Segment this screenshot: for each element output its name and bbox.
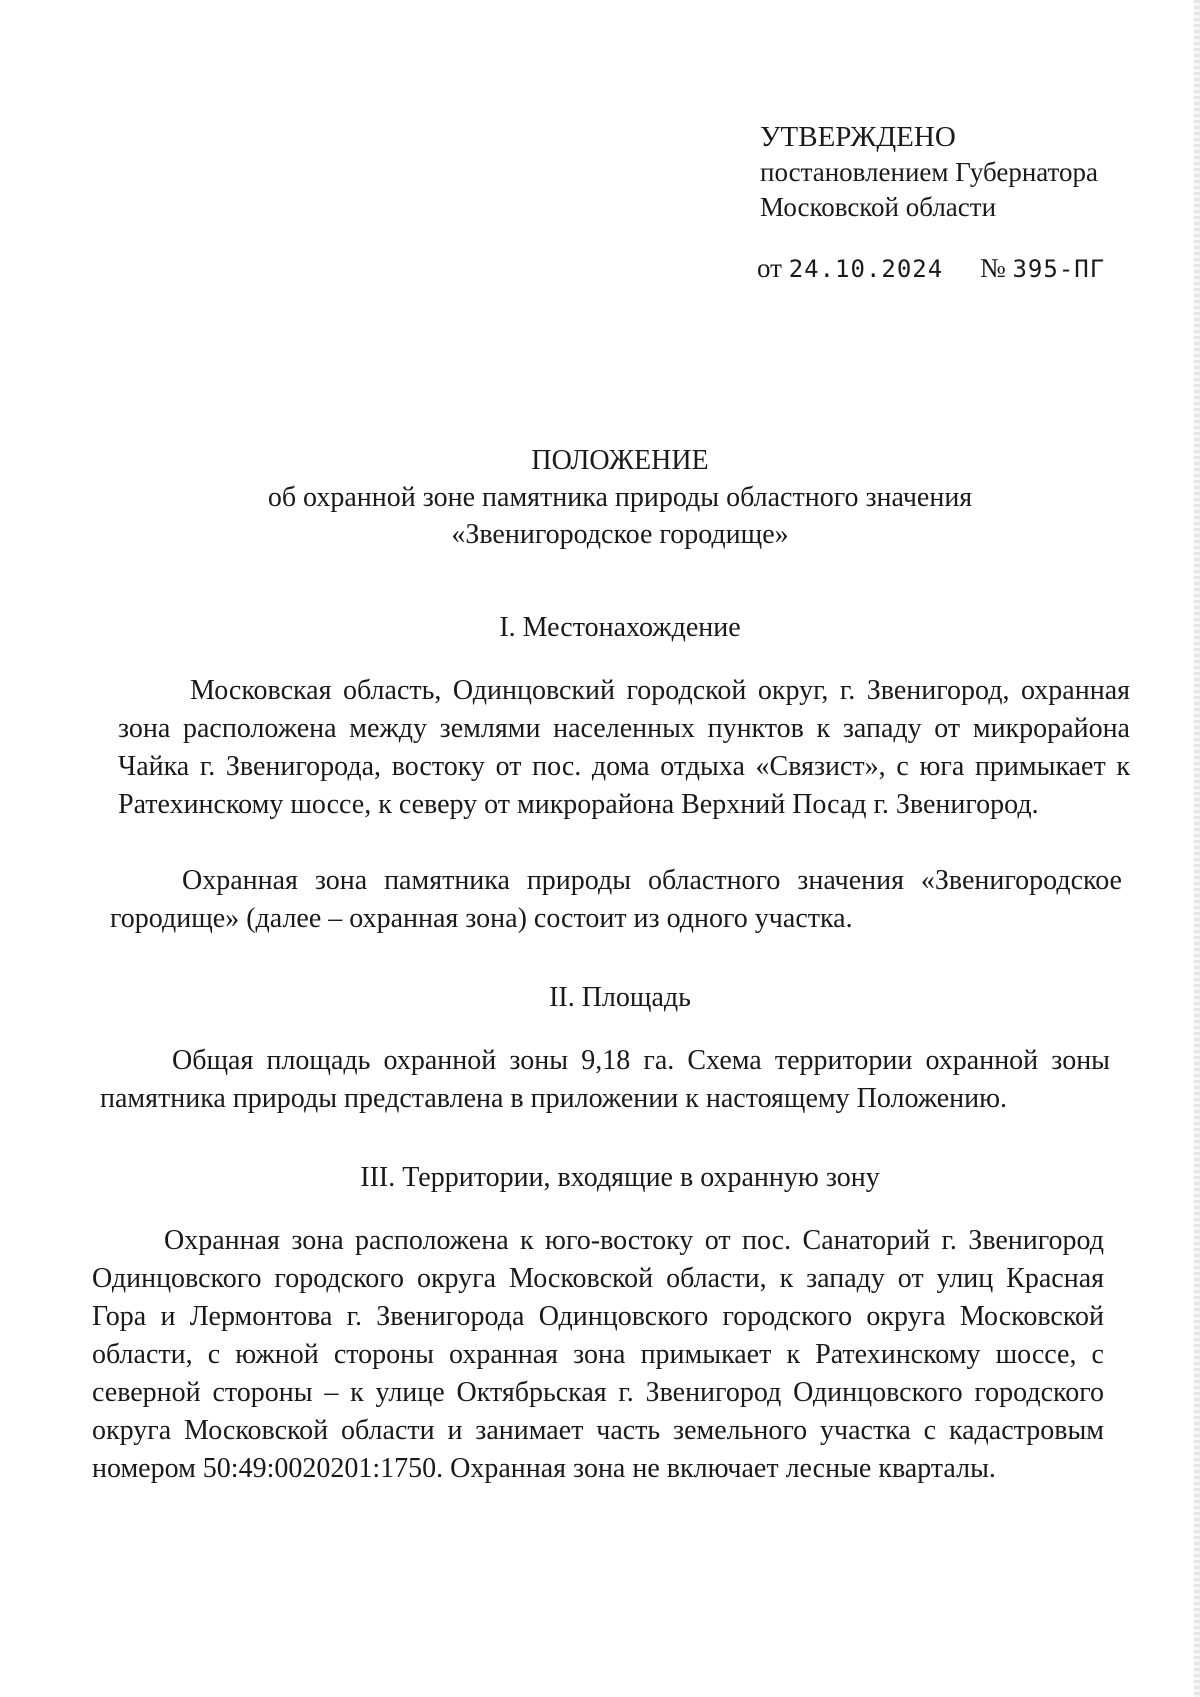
section-heading-territories: III. Территории, входящие в охранную зону [360,1162,880,1193]
paragraph-location [118,672,1130,824]
paragraph-text: Общая площадь охранной зоны 9,18 га. Схема территории охранной зоны памятника природы представлена в приложении к настоящему Положению. [100,1045,1110,1114]
paragraph-text: Охранная зона памятника природы областного значения «Звенигородское городище» (далее – охранная зона) состоит из одного участка. [110,865,1122,934]
number-sign: № [979,253,1006,283]
document-title [100,442,1140,553]
title-main: ПОЛОЖЕНИЕ [531,445,709,476]
scan-edge-artifact [1194,0,1200,1697]
section-heading-area: II. Площадь [549,982,691,1013]
approval-stamp [760,120,1098,225]
approval-heading: УТВЕРЖДЕНО [760,121,956,153]
paragraph-text: Московская область, Одинцовский городской округ, г. Звенигород, охранная зона расположена между землями населенных пунктов к западу от микрорайона Чайка г. Звенигорода, востоку от пос. дома отдыха «Связист», с юга примыкает к Ратехинскому шоссе, к северу от микрорайона Верхний Посад г. Звенигород. [118,675,1130,820]
paragraph-territories [92,1222,1104,1488]
section-heading-location: I. Местонахождение [499,612,741,643]
title-line-1: об охранной зоне памятника природы областного значения [267,482,973,513]
approval-line-2: Московской области [760,192,997,222]
decree-number: 395-ПГ [1012,255,1106,283]
paragraph-zone-composition [110,862,1122,938]
paragraph-text: Охранная зона расположена к юго-востоку от пос. Санаторий г. Звенигород Одинцовского городского округа Московской области, к западу от улиц Красная Гора и Лермонтова г. Звенигорода Одинцовского городского округа Московской области, с южной стороны охранная зона примыкает к Ратехинскому шоссе, с северной стороны – к улице Октябрьская г. Звенигород Одинцовского городского округа Московской области и занимает часть земельного участка с кадастровым номером 50:49:0020201:1750. Охранная зона не включает лесные кварталы. [92,1225,1104,1484]
title-line-2: «Звенигородское городище» [451,519,789,550]
decree-date-number [757,253,1105,284]
approval-line-1: постановлением Губернатора [760,157,1098,187]
date-prefix: от [757,253,782,283]
paragraph-area [100,1042,1110,1118]
decree-date: 24.10.2024 [788,255,944,283]
